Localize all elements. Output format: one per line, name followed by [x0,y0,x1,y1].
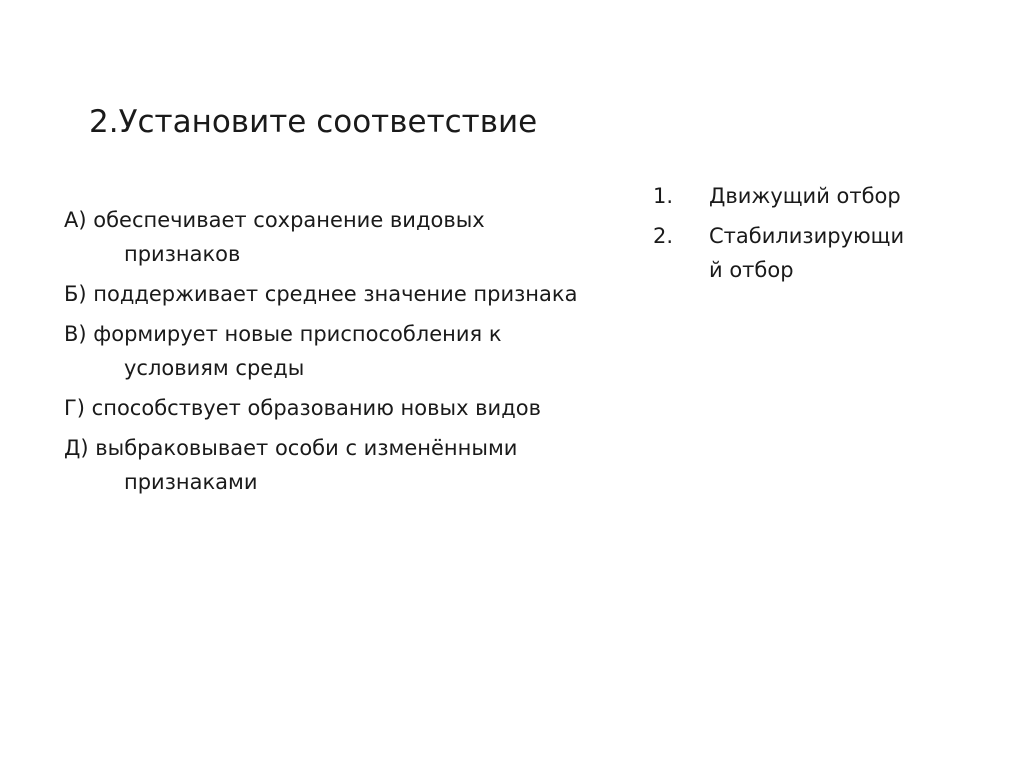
list-item-b: Б) поддерживает среднее значение признака [64,282,578,306]
list-item-g: Г) способствует образованию новых видов [64,396,541,420]
list-item-2 [653,219,913,287]
slide-title: 2.Установите соответствие [89,104,538,140]
list-item-1 [653,179,913,213]
characteristics-list [64,203,604,505]
item-number: 2. [653,224,674,248]
list-item-v: В) формирует новые приспособления к условиям среды [64,322,502,380]
list-item-a: А) обеспечивает сохранение видовых признаков [64,208,485,266]
item-number: 1. [653,184,674,208]
item-text: Движущий отбор [709,184,901,208]
list-item-d: Д) выбраковывает особи с изменёнными признаками [64,436,518,494]
selection-types-list [653,179,913,293]
item-text: Стабилизирующий отбор [709,224,905,282]
